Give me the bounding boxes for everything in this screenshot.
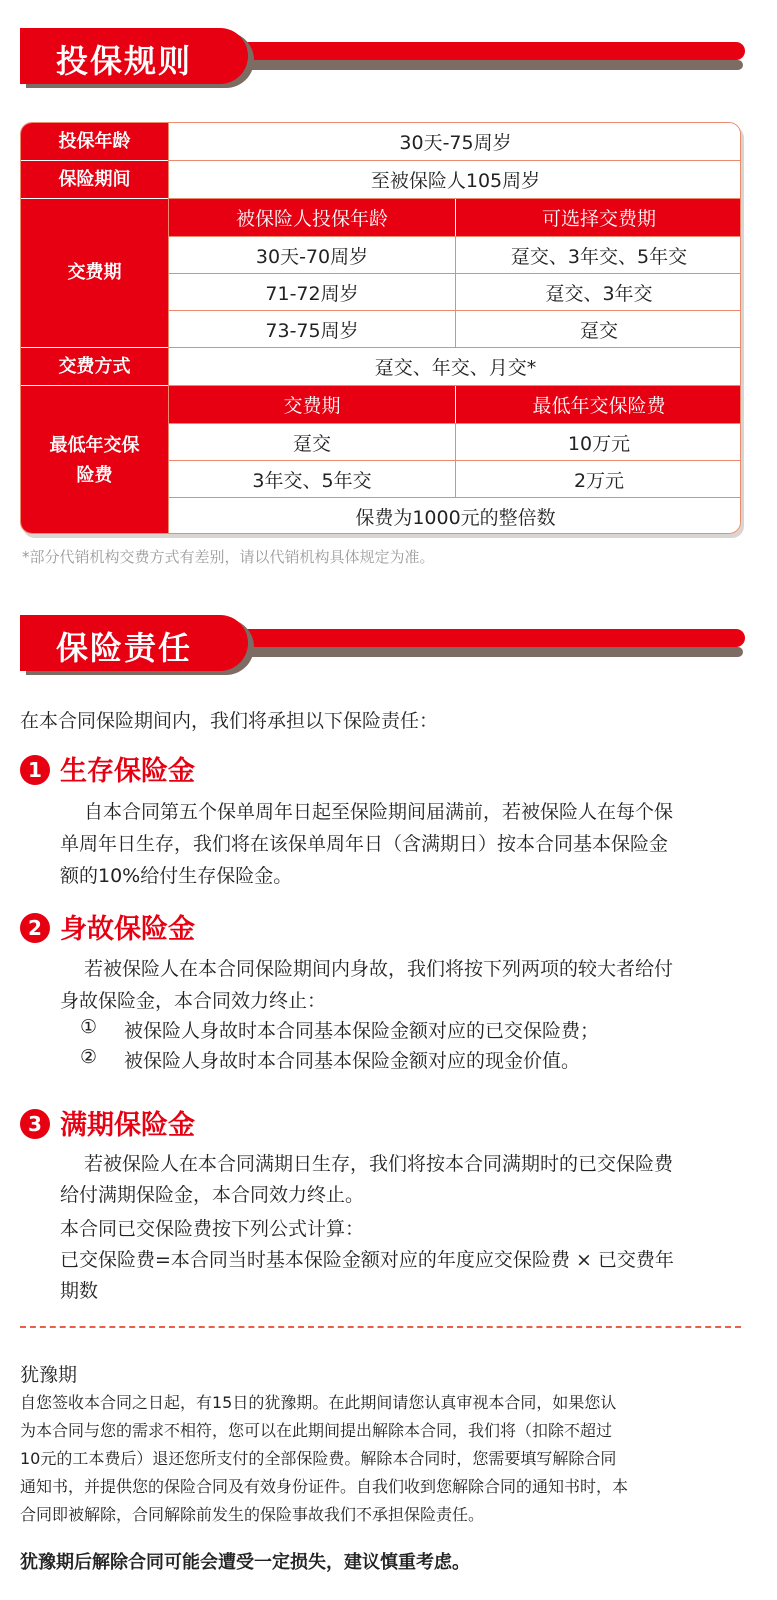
min-premium-amount-cell: 2万元 [456, 461, 741, 497]
label-divider [21, 385, 168, 386]
grid-line [455, 236, 456, 347]
formula-text: 已交保险费=本合同当时基本保险金额对应的年度应交保险费 × 已交费年 [60, 1249, 674, 1271]
maturity-benefit-text: 若被保险人在本合同满期日生存，我们将按本合同满期时的已交保险费 [84, 1153, 674, 1175]
grace-period-line: 通知书，并提供您的保险合同及有效身份证件。自我们收到您解除合同的通知书时，本 [20, 1477, 629, 1496]
grid-line [169, 347, 741, 348]
header-bar [238, 629, 745, 647]
list-marker: ② [80, 1046, 98, 1068]
pay-term-age-cell: 71-72周岁 [169, 274, 455, 310]
pay-term-option-cell: 趸交、3年交 [456, 274, 741, 310]
header-bar [238, 42, 745, 60]
min-premium-term-cell: 趸交 [169, 424, 455, 460]
pay-method-value: 趸交、年交、月交* [169, 348, 741, 385]
grid-line [168, 123, 169, 534]
maturity-benefit-text: 给付满期保险金，本合同效力终止。 [60, 1184, 365, 1206]
grace-period-text [20, 1389, 750, 1529]
period-label: 保险期间 [21, 161, 168, 198]
grid-line [169, 385, 741, 386]
item-number-badge: 3 [20, 1109, 50, 1139]
section-divider [20, 1326, 741, 1328]
min-premium-header-term: 交费期 [169, 386, 455, 423]
death-benefit-title: 身故保险金 [60, 914, 195, 945]
survival-benefit-text: 自本合同第五个保单周年日起至保险期间届满前，若被保险人在每个保 [84, 801, 674, 823]
section-title-tab [20, 615, 248, 671]
pay-term-option-cell: 趸交 [456, 311, 741, 347]
age-value: 30天-75周岁 [169, 123, 741, 160]
grid-line [455, 423, 456, 497]
pay-term-header-age: 被保险人投保年龄 [169, 199, 455, 236]
grid-line [169, 198, 741, 199]
pay-term-header-options: 可选择交费期 [456, 199, 741, 236]
min-premium-label: 最低年交保险费 [21, 386, 168, 534]
age-label: 投保年龄 [21, 123, 168, 160]
maturity-benefit-title: 满期保险金 [60, 1110, 195, 1141]
min-premium-header-amount: 最低年交保险费 [456, 386, 741, 423]
list-item: 被保险人身故时本合同基本保险金额对应的现金价值。 [124, 1050, 581, 1072]
grid-line [169, 160, 741, 161]
rules-table [20, 122, 741, 534]
list-item: 被保险人身故时本合同基本保险金额对应的已交保险费； [124, 1020, 600, 1042]
grace-period-line: 10元的工本费后）退还您所支付的全部保险费。解除本合同时，您需要填写解除合同 [20, 1449, 617, 1468]
grace-period-title: 犹豫期 [20, 1364, 78, 1386]
min-premium-amount-cell: 10万元 [456, 424, 741, 460]
liability-section-header [0, 607, 777, 677]
death-benefit-text: 身故保险金，本合同效力终止： [60, 990, 327, 1012]
item-number-badge: 1 [20, 755, 50, 785]
subheader-divider [455, 199, 456, 236]
pay-term-age-cell: 73-75周岁 [169, 311, 455, 347]
rules-section-header [0, 20, 777, 90]
pay-method-label: 交费方式 [21, 348, 168, 385]
label-divider [21, 198, 168, 199]
label-divider [21, 160, 168, 161]
section-title-tab [20, 28, 248, 84]
item-number-badge: 2 [20, 913, 50, 943]
grid-line [169, 497, 741, 498]
min-premium-note: 保费为1000元的整倍数 [169, 498, 741, 534]
death-benefit-text: 若被保险人在本合同保险期间内身故，我们将按下列两项的较大者给付 [84, 958, 674, 980]
rules-section-title: 投保规则 [56, 42, 193, 80]
header-bar-shadow [238, 647, 743, 657]
formula-intro: 本合同已交保险费按下列公式计算： [60, 1218, 365, 1240]
survival-benefit-text: 额的10%给付生存保险金。 [60, 865, 293, 887]
grace-period-line: 自您签收本合同之日起，有15日的犹豫期。在此期间请您认真审视本合同，如果您认 [20, 1393, 617, 1412]
pay-term-age-cell: 30天-70周岁 [169, 237, 455, 273]
grace-period-warning: 犹豫期后解除合同可能会遭受一定损失，建议慎重考虑。 [20, 1552, 470, 1573]
pay-term-label: 交费期 [21, 199, 168, 347]
formula-text: 期数 [60, 1280, 99, 1302]
survival-benefit-text: 单周年日生存，我们将在该保单周年日（含满期日）按本合同基本保险金 [60, 833, 669, 855]
min-premium-term-cell: 3年交、5年交 [169, 461, 455, 497]
liability-section-title: 保险责任 [56, 629, 193, 667]
rules-footnote: *部分代销机构交费方式有差别，请以代销机构具体规定为准。 [22, 548, 435, 566]
list-marker: ① [80, 1016, 98, 1038]
subheader-divider [455, 386, 456, 423]
label-divider [21, 347, 168, 348]
liability-intro: 在本合同保险期间内，我们将承担以下保险责任： [20, 710, 439, 732]
pay-term-option-cell: 趸交、3年交、5年交 [456, 237, 741, 273]
period-value: 至被保险人105周岁 [169, 161, 741, 198]
survival-benefit-title: 生存保险金 [60, 756, 195, 787]
header-bar-shadow [238, 60, 743, 70]
grace-period-line: 合同即被解除，合同解除前发生的保险事故我们不承担保险责任。 [20, 1505, 485, 1524]
grace-period-line: 为本合同与您的需求不相符，您可以在此期间提出解除本合同，我们将（扣除不超过 [20, 1421, 613, 1440]
